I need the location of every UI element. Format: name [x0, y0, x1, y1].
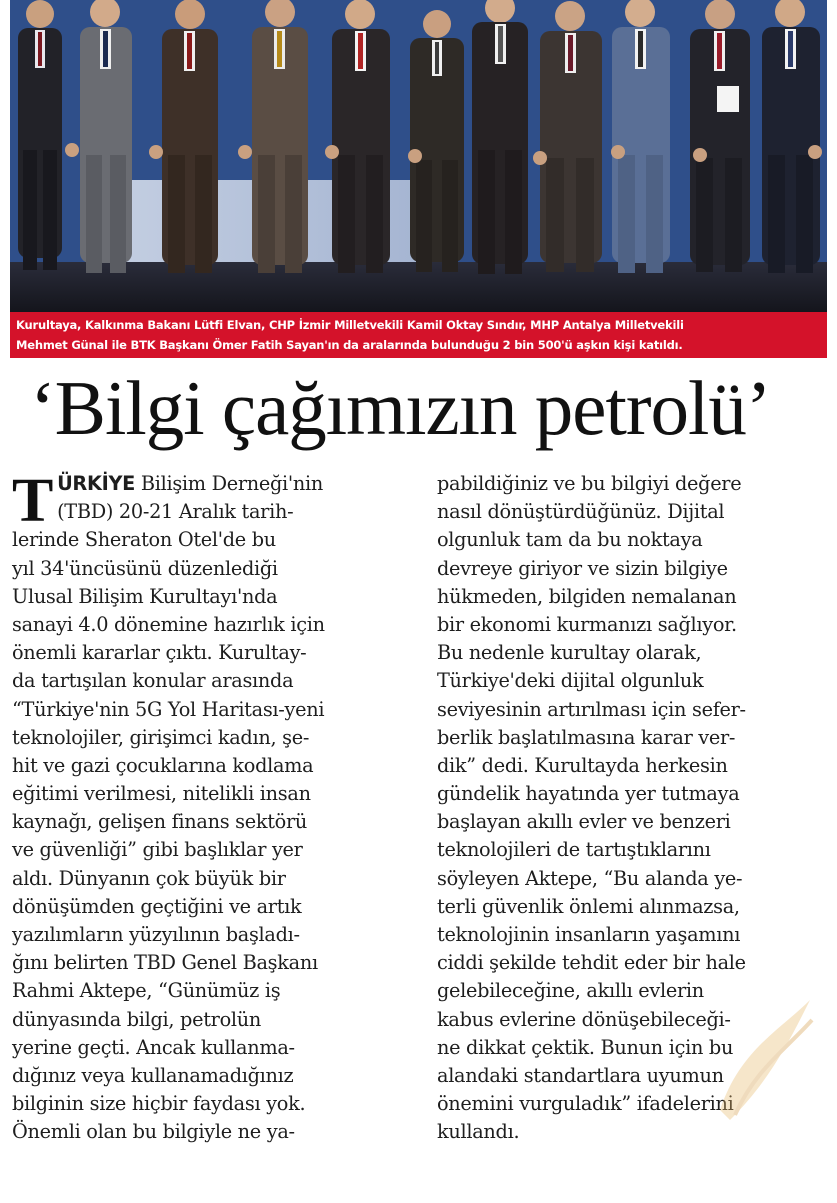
article-line: lerinde Sheraton Otel'de bu	[12, 528, 276, 552]
article-line: sanayi 4.0 dönemine hazırlık için	[12, 612, 325, 636]
article-column-1	[12, 467, 412, 1147]
article-line: alandaki standartlara uyumun	[437, 1063, 724, 1087]
drop-cap: T	[12, 467, 54, 535]
article-line: ciddi şekilde tehdit eder bir hale	[437, 951, 746, 975]
article-line: önemli kararlar çıktı. Kurultay-	[12, 641, 307, 665]
article-line: Türkiye'deki dijital olgunluk	[437, 669, 704, 693]
clipping-watermark-icon	[700, 990, 820, 1130]
article-line: kullandı.	[437, 1120, 520, 1144]
article-line: gelebileceğine, akıllı evlerin	[437, 979, 704, 1003]
article-line: söyleyen Aktepe, “Bu alanda ye-	[437, 866, 743, 890]
caption-line-2: Mehmet Günal ile BTK Başkanı Ömer Fatih Sayan'ın da aralarında bulunduğu 2 bin 500'ü aşkın kişi katıldı.	[16, 338, 683, 352]
article-line: devreye giriyor ve sizin bilgiye	[437, 556, 728, 580]
article-line: Rahmi Aktepe, “Günümüz iş	[12, 979, 281, 1003]
article-line: ve güvenliği” gibi başlıklar yer	[12, 838, 303, 862]
caption-line-1: Kurultaya, Kalkınma Bakanı Lütfi Elvan, CHP İzmir Milletvekili Kamil Oktay Sındır, MHP Antalya Milletvekili	[16, 318, 684, 332]
news-photo	[10, 0, 827, 312]
article-line: da tartışılan konular arasında	[12, 669, 294, 693]
article-line: pabildiğiniz ve bu bilgiyi değere	[437, 472, 742, 495]
article-line: (TBD) 20-21 Aralık tarih-	[57, 500, 294, 524]
article-line: teknolojinin insanların yaşamını	[437, 923, 741, 946]
article-line: seviyesinin artırılması için sefer-	[437, 697, 746, 721]
article-line: yıl 34'üncüsünü düzenlediği	[12, 556, 278, 580]
article-line: Ulusal Bilişim Kurultayı'nda	[12, 584, 278, 608]
article-line: dönüşümden geçtiğini ve artık	[12, 894, 302, 918]
article-line: yazılımların yüzyılının başladı-	[12, 923, 300, 946]
article-line: teknolojiler, girişimci kadın, şe-	[12, 725, 310, 749]
article-line: nasıl dönüştürdüğünüz. Dijital	[437, 500, 725, 524]
article-line: gündelik hayatında yer tutmaya	[437, 782, 740, 806]
article-line: hükmeden, bilgiden nemalanan	[437, 584, 737, 608]
group-of-officials-icon	[10, 0, 827, 312]
article-line: kaynağı, gelişen finans sektörü	[12, 810, 308, 834]
headline: ‘Bilgi çağımızın petrolü’	[30, 365, 771, 451]
article-line: önemini vurguladık” ifadelerini	[437, 1092, 734, 1116]
article-line: terli güvenlik önlemi alınmazsa,	[437, 894, 740, 918]
article-line: aldı. Dünyanın çok büyük bir	[12, 866, 286, 890]
article-line: teknolojileri de tartıştıklarını	[437, 838, 711, 862]
article-line: ne dikkat çektik. Bunun için bu	[437, 1035, 734, 1059]
photo-caption	[10, 312, 827, 358]
article-line: hit ve gazi çocuklarına kodlama	[12, 753, 314, 777]
article-line: Önemli olan bu bilgiyle ne ya-	[12, 1120, 295, 1144]
article-line: bir ekonomi kurmanızı sağlıyor.	[437, 612, 737, 636]
article-line: ğını belirten TBD Genel Başkanı	[12, 951, 318, 975]
article-line: Bu nedenle kurultay olarak,	[437, 641, 702, 665]
article-line: eğitimi verilmesi, nitelikli insan	[12, 782, 311, 806]
article-line: başlayan akıllı evler ve benzeri	[437, 810, 731, 834]
article-line: dünyasında bilgi, petrolün	[12, 1007, 261, 1031]
article-line	[12, 470, 412, 498]
lead-word: ÜRKİYE	[57, 472, 136, 495]
article-line: “Türkiye'nin 5G Yol Haritası-yeni	[12, 697, 325, 721]
article-line: yerine geçti. Ancak kullanma-	[12, 1035, 295, 1059]
article-line: olgunluk tam da bu noktaya	[437, 528, 703, 552]
article-line: bilginin size hiçbir faydası yok.	[12, 1092, 306, 1116]
first-line-text: Bilişim Derneği'nin	[135, 472, 324, 495]
article-line: kabus evlerine dönüşebileceği-	[437, 1007, 731, 1031]
article-line: dik” dedi. Kurultayda herkesin	[437, 753, 728, 777]
column-1-lines	[12, 498, 412, 1146]
article-line: berlik başlatılmasına karar ver-	[437, 725, 736, 749]
article-line: dığınız veya kullanamadığınız	[12, 1063, 294, 1087]
